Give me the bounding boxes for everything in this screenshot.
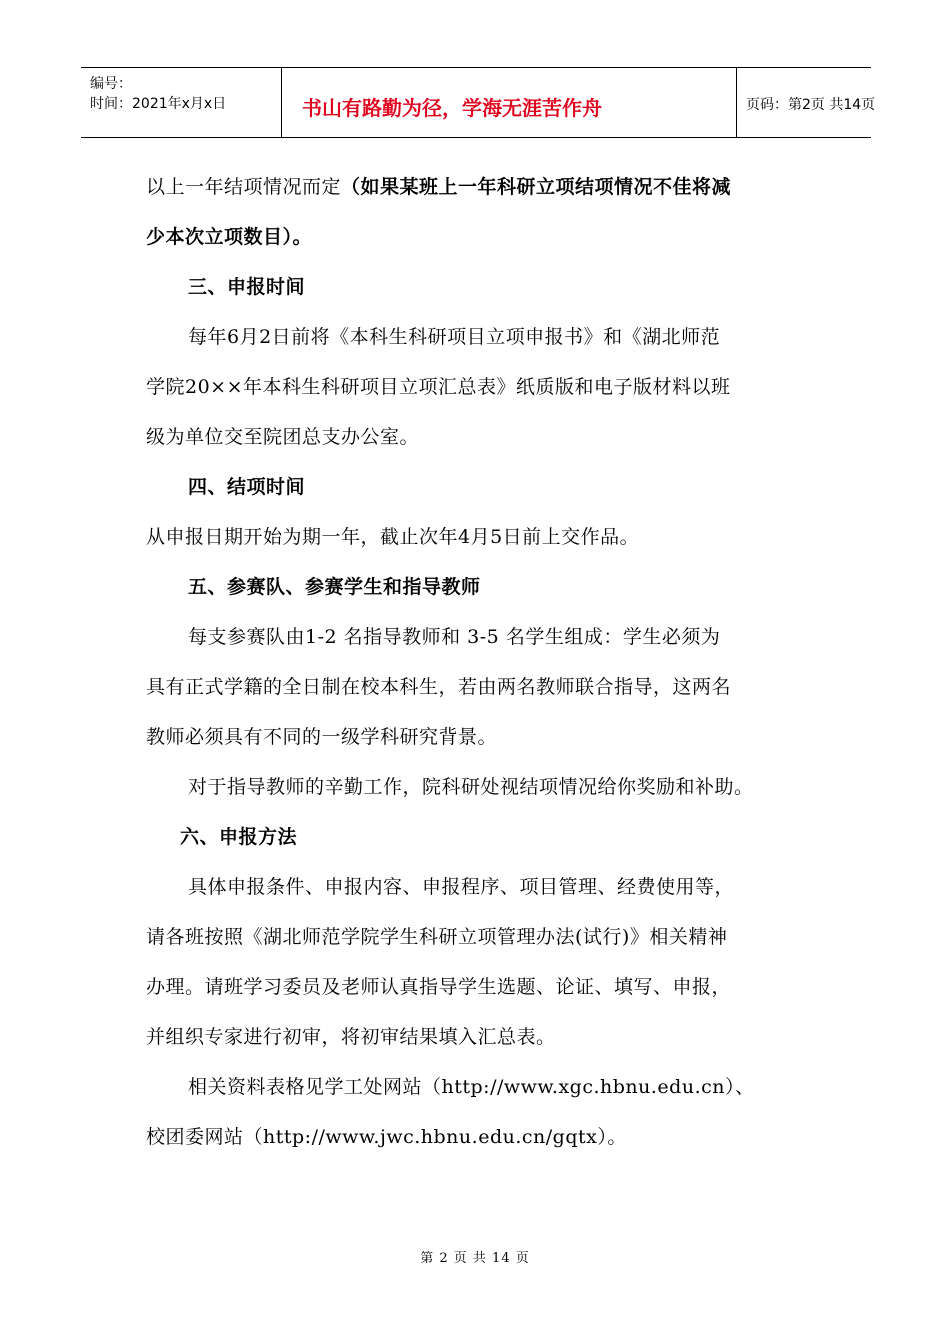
document-number-label: 编号： (90, 76, 132, 92)
text-normal: 以上一年结项情况而定 (146, 176, 342, 198)
header-page-number: 页码：第2页 共14页 (746, 97, 876, 113)
paragraph-line: 具体申报条件、申报内容、申报程序、项目管理、经费使用等， (188, 876, 735, 898)
section-heading: 四、结项时间 (188, 476, 306, 498)
header-motto: 书山有路勤为径，学海无涯苦作舟 (302, 96, 602, 120)
text-bold: （如果某班上一年科研立项结项情况不佳将减 (341, 176, 732, 198)
header-right-cell (736, 68, 876, 137)
paragraph-line (146, 172, 731, 199)
paragraph-line: 从申报日期开始为期一年，截止次年4月5日前上交作品。 (146, 526, 640, 548)
paragraph-line: 教师必须具有不同的一级学科研究背景。 (146, 726, 498, 748)
section-heading: 三、申报时间 (188, 276, 306, 298)
page-footer: 第 2 页 共 14 页 (420, 1251, 530, 1266)
paragraph-line: 校团委网站（http://www.jwc.hbnu.edu.cn/gqtx）。 (146, 1126, 627, 1148)
section-heading: 五、参赛队、参赛学生和指导教师 (188, 576, 481, 598)
document-header (81, 67, 876, 138)
paragraph-line: 请各班按照《湖北师范学院学生科研立项管理办法(试行)》相关精神 (146, 926, 728, 948)
paragraph-line: 少本次立项数目）。 (146, 226, 313, 248)
document-date-label: 时间：2021年x月x日 (90, 96, 227, 112)
header-left-cell (81, 68, 281, 137)
paragraph-line: 每年6月2日前将《本科生科研项目立项申报书》和《湖北师范 (188, 326, 721, 348)
paragraph-line: 办理。请班学习委员及老师认真指导学生选题、论证、填写、申报， (146, 976, 732, 998)
section-heading: 六、申报方法 (180, 826, 298, 848)
paragraph-line: 每支参赛队由1-2 名指导教师和 3-5 名学生组成：学生必须为 (188, 626, 721, 648)
paragraph-line: 级为单位交至院团总支办公室。 (146, 426, 420, 448)
paragraph-line: 学院20××年本科生科研项目立项汇总表》纸质版和电子版材料以班 (146, 376, 731, 398)
paragraph-line: 并组织专家进行初审，将初审结果填入汇总表。 (146, 1026, 556, 1048)
header-middle-cell (281, 68, 737, 137)
paragraph-line: 具有正式学籍的全日制在校本科生，若由两名教师联合指导，这两名 (146, 676, 732, 698)
paragraph-line: 相关资料表格见学工处网站（http://www.xgc.hbnu.edu.cn）、 (188, 1076, 755, 1098)
paragraph-line: 对于指导教师的辛勤工作，院科研处视结项情况给你奖励和补助。 (188, 776, 754, 798)
